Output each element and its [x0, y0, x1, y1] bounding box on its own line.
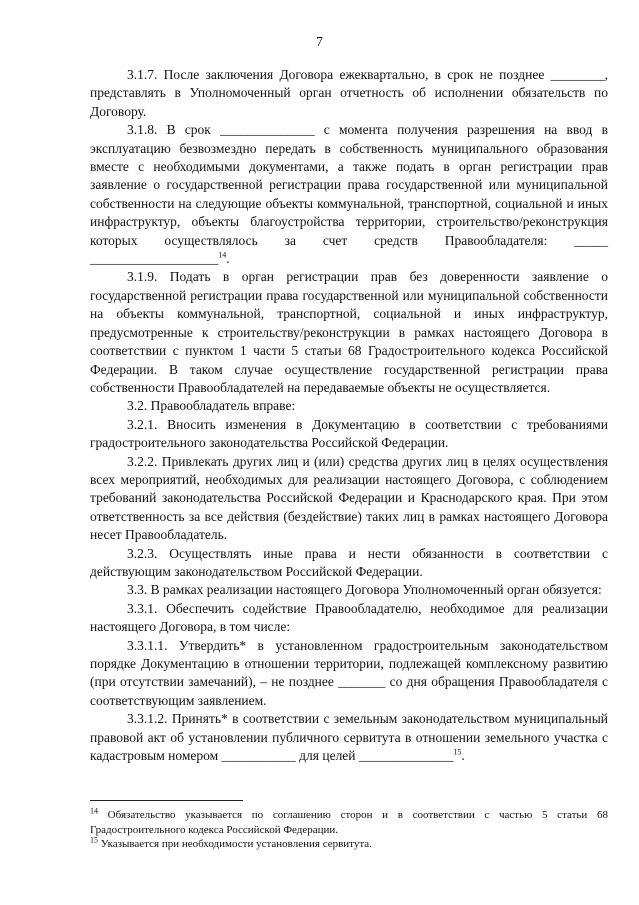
paragraph-3-1-9: 3.1.9. Подать в орган регистрации прав без доверенности заявление о государственной регистрации права государственной или муниципальной собственности на объекты коммунальной, транспортной, социальной и иных инфраструктур, предусмотренные к строительству/реконструкции в рамках настоящего Договора в соответствии с пунктом 1 части 5 статьи 68 Градостроительного кодекса Российской Федерации. В таком случае осуществление государственной регистрации права собственности Правообладателей на передаваемые объекты не осуществляется. — [90, 269, 608, 395]
page-number: 7 — [316, 34, 323, 49]
footnote-ref-15: 15 — [453, 747, 462, 757]
footnote-14: $^{14}$ Обязательство указывается по соглашению сторон и в соответствии с частью 5 статьи 68 Градостроительного кодекса Российской Федерации. — [90, 806, 608, 836]
paragraph-3-1-8: 3.1.8. В срок ______________ с момента получения разрешения на ввод в эксплуатацию безвозмездно передать в собственность муниципального образования вместе с необходимыми документами, а также подать в орган регистрации прав заявление о государственной регистрации права государственной или муниципальной собственности на следующие объекты коммунальной, транспортной, социальной и иных инфраструктур, объекты благоустройства территории, строительство/реконструкция которых осуществлялось за счет средств Правообладателя: _____ ___________________$^{14}$. — [90, 122, 608, 267]
paragraph-3-2: 3.2. Правообладатель вправе: — [127, 398, 296, 414]
document-body — [90, 66, 608, 765]
footnotes — [90, 808, 608, 852]
paragraph-3-2-1: 3.2.1. Вносить изменения в Документацию в соответствии с требованиями градостроительного законодательства Российской Федерации. — [90, 416, 608, 451]
paragraph-3-3-1-1: 3.3.1.1. Утвердить* в установленном градостроительным законодательством порядке Документацию в отношении территории, подлежащей комплексному развитию (при отсутствии замечаний), – не позднее _______ со дня обращения Правообладателя с соответствующим заявлением. — [90, 637, 608, 708]
paragraph-3-3-1-2: 3.3.1.2. Принять* в соответствии с земельным законодательством муниципальный правовой акт об установлении публичного сервитута в отношении земельного участка с кадастровым номером ___________ для целей ______________$^{15}$. — [90, 711, 608, 764]
footnote-separator — [90, 800, 243, 801]
paragraph-3-2-2: 3.2.2. Привлекать других лиц и (или) средства других лиц в целях осуществления всех мероприятий, необходимых для реализации настоящего Договора, с соблюдением требований законодательства Российской Федерации и Краснодарского края. При этом ответственность за все действия (бездействие) таких лиц в рамках настоящего Договора несет Правообладатель. — [90, 453, 608, 543]
paragraph-3-3: 3.3. В рамках реализации настоящего Договора Уполномоченный орган обязуется: — [127, 582, 602, 598]
footnote-15: $^{15}$ Указывается при необходимости установления сервитута. — [90, 835, 372, 851]
footnote-ref-14: 14 — [218, 250, 227, 260]
paragraph-3-1-7: 3.1.7. После заключения Договора ежеквартально, в срок не позднее ________, представлять в Уполномоченный орган отчетность об исполнении обязательств по Договору. — [90, 67, 608, 119]
paragraph-3-2-3: 3.2.3. Осуществлять иные права и нести обязанности в соответствии с действующим законодательством Российской Федерации. — [90, 545, 608, 579]
paragraph-3-3-1: 3.3.1. Обеспечить содействие Правообладателю, необходимое для реализации настоящего Договора, в том числе: — [90, 600, 608, 635]
